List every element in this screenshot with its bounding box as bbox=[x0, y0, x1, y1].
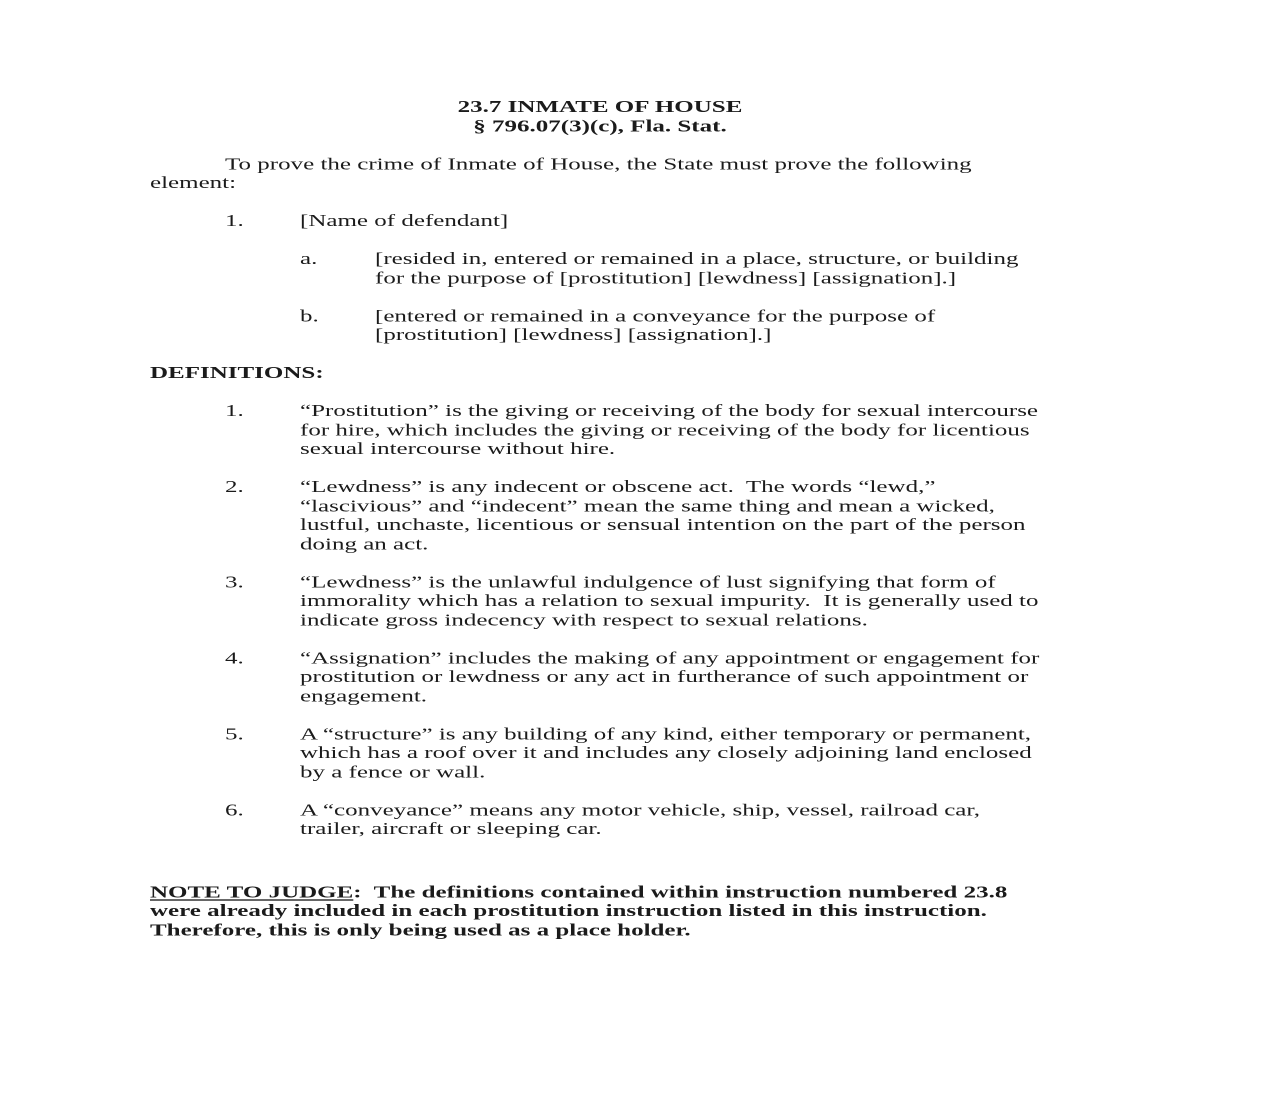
subitem-b-text: [entered or remained in a conveyance for the purpose of [prostitution] [lewdness] [assignation].] bbox=[375, 307, 942, 345]
definition-3-number: 3. bbox=[225, 573, 244, 592]
definitions-heading: DEFINITIONS: bbox=[150, 364, 324, 383]
subitem-b-letter: b. bbox=[300, 307, 319, 326]
definition-2-text: “Lewdness” is any indecent or obscene act. The words “lewd,” “lascivious” and “indecent” mean the same thing and mean a wicked, lustful, unchaste, licentious or sensual intention on the part of the person doing an act. bbox=[300, 478, 1032, 554]
note-to-judge-label: NOTE TO JUDGE bbox=[150, 883, 354, 902]
definition-6-number: 6. bbox=[225, 801, 244, 820]
title-line-1: 23.7 INMATE OF HOUSE bbox=[457, 98, 743, 117]
definition-6-text: A “conveyance” means any motor vehicle, ship, vessel, railroad car, trailer, aircraft or sleeping car. bbox=[300, 801, 987, 839]
definition-item-1 bbox=[150, 402, 1050, 459]
definition-item-3 bbox=[150, 573, 1050, 630]
intro-paragraph: To prove the crime of Inmate of House, the State must prove the following element: bbox=[150, 155, 978, 193]
note-to-judge bbox=[150, 883, 1050, 940]
definition-item-6 bbox=[150, 801, 1050, 839]
definition-4-number: 4. bbox=[225, 649, 244, 668]
title-line-2: § 796.07(3)(c), Fla. Stat. bbox=[473, 117, 727, 136]
definition-5-text: A “structure” is any building of any kind, either temporary or permanent, which has a roof over it and includes any closely adjoining land enclosed by a fence or wall. bbox=[300, 725, 1038, 782]
element-item-number: 1. bbox=[225, 212, 244, 231]
element-item-1 bbox=[150, 212, 1050, 231]
definition-1-number: 1. bbox=[225, 402, 244, 421]
definition-2-number: 2. bbox=[225, 478, 244, 497]
note-to-judge-text: : The definitions contained within instruction numbered 23.8 were already included in each prostitution instruction listed in this instruction. Therefore, this is only being used as a place holder. bbox=[150, 883, 1014, 940]
document-title bbox=[150, 98, 1050, 136]
element-subitem-b bbox=[150, 307, 1050, 345]
definition-1-text: “Prostitution” is the giving or receiving of the body for sexual intercourse for hire, which includes the giving or receiving of the body for licentious sexual intercourse without hire. bbox=[300, 402, 1045, 459]
document-content bbox=[150, 0, 1050, 940]
element-subitem-a bbox=[150, 250, 1050, 288]
subitem-a-text: [resided in, entered or remained in a place, structure, or building for the purpose of [prostitution] [lewdness] [assignation].] bbox=[375, 250, 1025, 288]
definition-item-4 bbox=[150, 649, 1050, 706]
element-item-text: [Name of defendant] bbox=[300, 212, 509, 231]
definition-3-text: “Lewdness” is the unlawful indulgence of lust signifying that form of immorality which has a relation to sexual impurity. It is generally used to indicate gross indecency with respect to sexual relations. bbox=[300, 573, 1045, 630]
definition-5-number: 5. bbox=[225, 725, 244, 744]
definition-4-text: “Assignation” includes the making of any appointment or engagement for prostitution or lewdness or any act in furtherance of such appointment or engagement. bbox=[300, 649, 1046, 706]
definition-item-2 bbox=[150, 478, 1050, 554]
definition-item-5 bbox=[150, 725, 1050, 782]
subitem-a-letter: a. bbox=[300, 250, 318, 269]
